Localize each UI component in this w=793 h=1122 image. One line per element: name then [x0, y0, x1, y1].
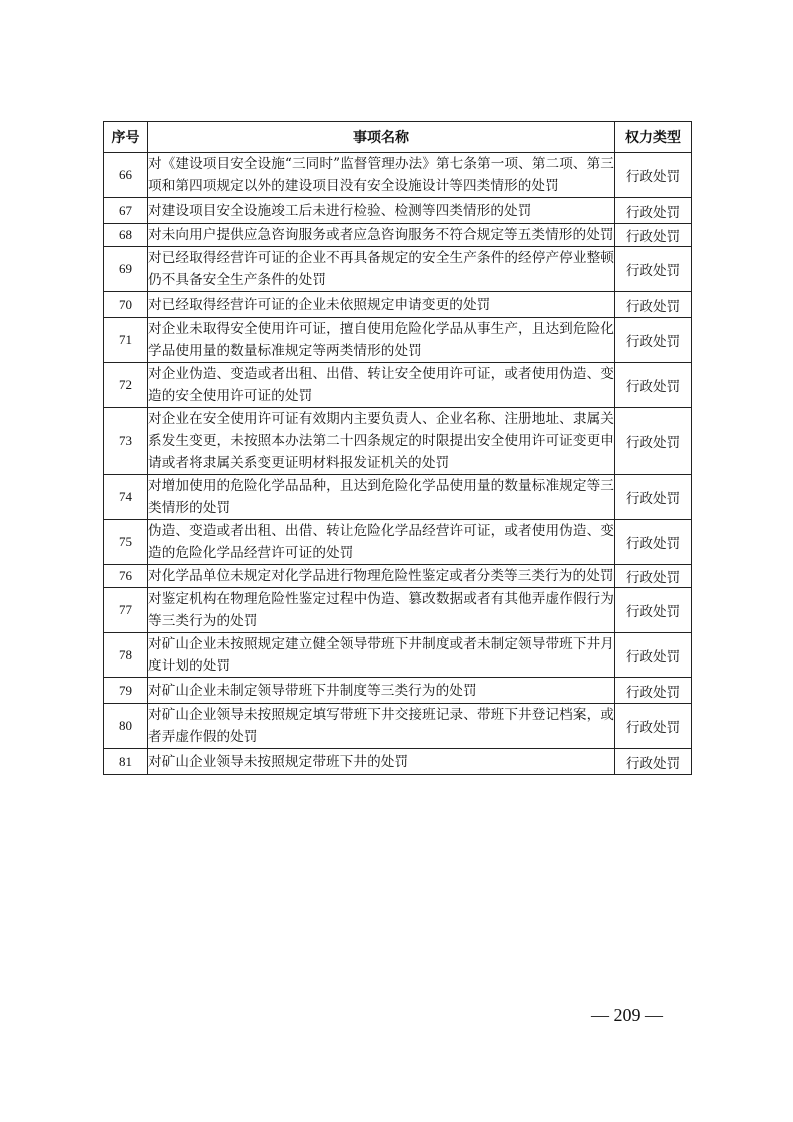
- row-power-type: 行政处罚: [615, 198, 692, 224]
- row-item-name: 对《建设项目安全设施“三同时”监督管理办法》第七条第一项、第二项、第三项和第四项规定以外的建设项目没有安全设施设计等四类情形的处罚: [148, 153, 615, 198]
- table-row: [104, 749, 692, 775]
- row-power-type: 行政处罚: [615, 475, 692, 520]
- row-item-name: 对矿山企业领导未按照规定带班下井的处罚: [148, 749, 615, 775]
- row-index: 66: [104, 153, 148, 198]
- row-item-name: 对已经取得经营许可证的企业不再具备规定的安全生产条件的经停产停业整顿仍不具备安全生产条件的处罚: [148, 247, 615, 292]
- row-power-type: 行政处罚: [615, 153, 692, 198]
- row-power-type: 行政处罚: [615, 247, 692, 292]
- row-power-type: 行政处罚: [615, 633, 692, 678]
- table-row: [104, 198, 692, 224]
- row-power-type: 行政处罚: [615, 565, 692, 588]
- row-power-type: 行政处罚: [615, 588, 692, 633]
- table-row: [104, 292, 692, 318]
- table-row: [104, 247, 692, 292]
- row-power-type: 行政处罚: [615, 704, 692, 749]
- row-index: 74: [104, 475, 148, 520]
- row-index: 78: [104, 633, 148, 678]
- table-header-row: [104, 122, 692, 153]
- table-row: [104, 678, 692, 704]
- table-row: [104, 363, 692, 408]
- row-item-name: 对矿山企业领导未按照规定填写带班下井交接班记录、带班下井登记档案，或者弄虚作假的处罚: [148, 704, 615, 749]
- row-index: 75: [104, 520, 148, 565]
- row-power-type: 行政处罚: [615, 292, 692, 318]
- row-index: 81: [104, 749, 148, 775]
- row-power-type: 行政处罚: [615, 408, 692, 475]
- header-index: 序号: [104, 122, 148, 153]
- table-row: [104, 704, 692, 749]
- header-type: 权力类型: [615, 122, 692, 153]
- row-index: 79: [104, 678, 148, 704]
- row-index: 80: [104, 704, 148, 749]
- row-item-name: 伪造、变造或者出租、出借、转让危险化学品经营许可证，或者使用伪造、变造的危险化学品经营许可证的处罚: [148, 520, 615, 565]
- row-index: 67: [104, 198, 148, 224]
- permissions-table: [103, 121, 692, 775]
- row-item-name: 对企业伪造、变造或者出租、出借、转让安全使用许可证，或者使用伪造、变造的安全使用许可证的处罚: [148, 363, 615, 408]
- row-index: 68: [104, 224, 148, 247]
- table-row: [104, 408, 692, 475]
- row-item-name: 对鉴定机构在物理危险性鉴定过程中伪造、篡改数据或者有其他弄虚作假行为等三类行为的处罚: [148, 588, 615, 633]
- table-row: [104, 475, 692, 520]
- table-row: [104, 224, 692, 247]
- row-item-name: 对未向用户提供应急咨询服务或者应急咨询服务不符合规定等五类情形的处罚: [148, 224, 615, 247]
- row-index: 77: [104, 588, 148, 633]
- row-index: 73: [104, 408, 148, 475]
- header-name: 事项名称: [148, 122, 615, 153]
- row-index: 72: [104, 363, 148, 408]
- row-power-type: 行政处罚: [615, 678, 692, 704]
- row-index: 69: [104, 247, 148, 292]
- row-item-name: 对企业未取得安全使用许可证，擅自使用危险化学品从事生产，且达到危险化学品使用量的数量标准规定等两类情形的处罚: [148, 318, 615, 363]
- row-item-name: 对化学品单位未规定对化学品进行物理危险性鉴定或者分类等三类行为的处罚: [148, 565, 615, 588]
- row-power-type: 行政处罚: [615, 224, 692, 247]
- page-number: — 209 —: [591, 1005, 663, 1025]
- row-item-name: 对增加使用的危险化学品品种，且达到危险化学品使用量的数量标准规定等三类情形的处罚: [148, 475, 615, 520]
- row-power-type: 行政处罚: [615, 363, 692, 408]
- table-row: [104, 588, 692, 633]
- row-power-type: 行政处罚: [615, 318, 692, 363]
- row-index: 71: [104, 318, 148, 363]
- row-power-type: 行政处罚: [615, 749, 692, 775]
- row-index: 76: [104, 565, 148, 588]
- table-row: [104, 520, 692, 565]
- row-item-name: 对建设项目安全设施竣工后未进行检验、检测等四类情形的处罚: [148, 198, 615, 224]
- table-row: [104, 153, 692, 198]
- row-index: 70: [104, 292, 148, 318]
- table-row: [104, 318, 692, 363]
- table-row: [104, 633, 692, 678]
- row-power-type: 行政处罚: [615, 520, 692, 565]
- row-item-name: 对企业在安全使用许可证有效期内主要负责人、企业名称、注册地址、隶属关系发生变更，未按照本办法第二十四条规定的时限提出安全使用许可证变更申请或者将隶属关系变更证明材料报发证机关的处罚: [148, 408, 615, 475]
- table-row: [104, 565, 692, 588]
- row-item-name: 对矿山企业未制定领导带班下井制度等三类行为的处罚: [148, 678, 615, 704]
- row-item-name: 对已经取得经营许可证的企业未依照规定申请变更的处罚: [148, 292, 615, 318]
- row-item-name: 对矿山企业未按照规定建立健全领导带班下井制度或者未制定领导带班下井月度计划的处罚: [148, 633, 615, 678]
